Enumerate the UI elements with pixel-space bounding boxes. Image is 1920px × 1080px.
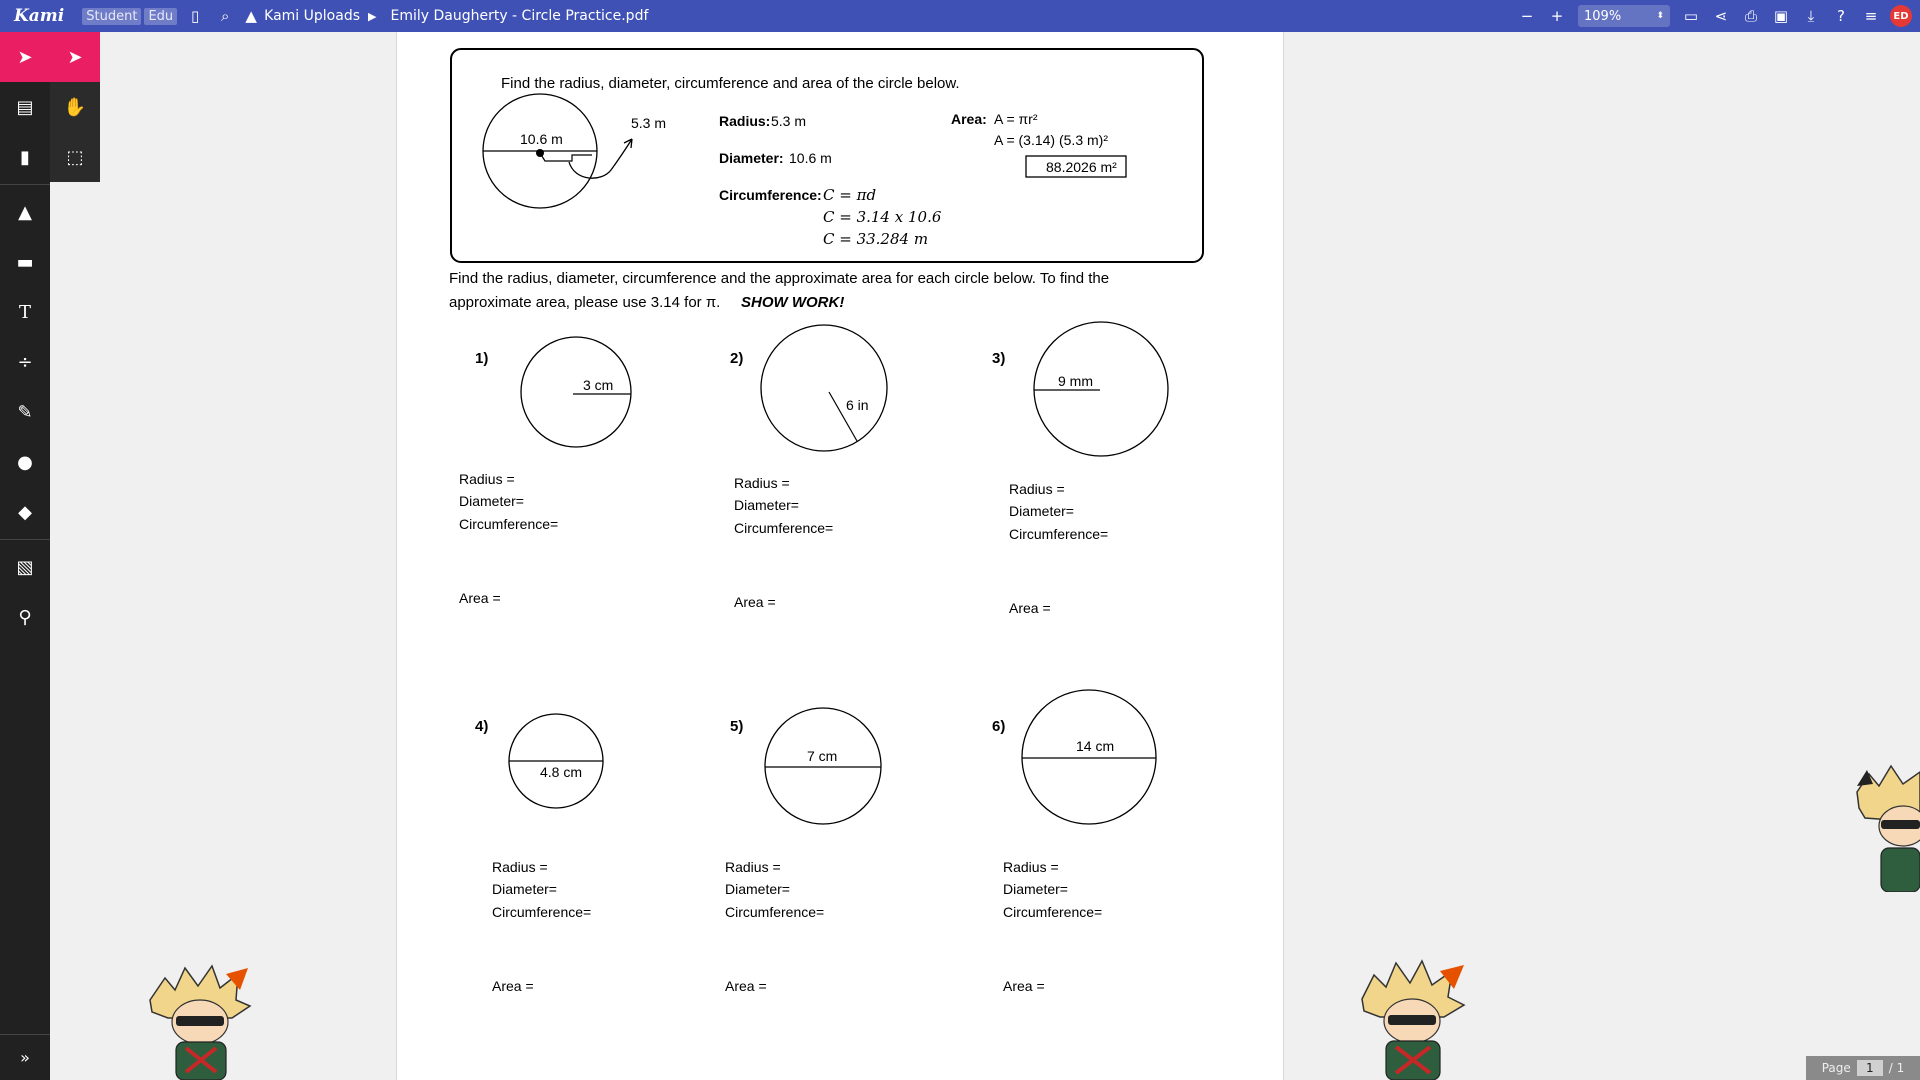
- problem-5-circle: [765, 708, 881, 824]
- problem-number: 5): [730, 718, 744, 735]
- diameter-field: Diameter=: [1009, 503, 1074, 519]
- sidebar-toggle-icon[interactable]: ▯: [191, 7, 200, 25]
- instruction-line-2: approximate area, please use 3.14 for π.: [449, 294, 721, 311]
- example-diameter-key: Diameter:: [719, 150, 784, 166]
- zoom-out-icon[interactable]: −: [1520, 7, 1534, 25]
- search-icon[interactable]: ⌕: [220, 7, 230, 25]
- save-icon[interactable]: ▣: [1773, 7, 1789, 25]
- textbook-tool-icon[interactable]: ▤: [16, 96, 34, 118]
- mascot-sticker-left: [140, 960, 260, 1080]
- document-page: [396, 32, 1284, 1080]
- student-chip: Student: [82, 8, 141, 25]
- diameter-field: Diameter=: [1003, 881, 1068, 897]
- example-circ-line-2: C = 3.14 x 10.6: [823, 208, 942, 226]
- area-field: Area =: [459, 590, 501, 606]
- help-icon[interactable]: ?: [1837, 7, 1845, 25]
- radius-field: Radius =: [459, 471, 515, 487]
- kami-logo[interactable]: Kami: [14, 6, 65, 26]
- page-label: Page: [1821, 1061, 1851, 1075]
- instruction-emphasis: SHOW WORK!: [741, 294, 845, 311]
- select-subtools: [50, 32, 100, 182]
- zoom-value: 109%: [1584, 8, 1622, 24]
- expand-rail-icon[interactable]: »: [0, 1034, 50, 1080]
- problem-3-label: 9 mm: [1058, 373, 1093, 389]
- text-tool-icon[interactable]: T: [18, 301, 31, 323]
- page-indicator: [1806, 1056, 1920, 1080]
- example-instruction: Find the radius, diameter, circumference and area of the circle below.: [501, 75, 960, 92]
- problem-4-label: 4.8 cm: [540, 764, 583, 780]
- pointer-subtool-icon[interactable]: ➤: [50, 32, 100, 82]
- signature-tool-icon[interactable]: ⚲: [18, 606, 32, 628]
- radius-field: Radius =: [734, 475, 790, 491]
- top-toolbar: [0, 0, 1920, 32]
- select-tool-icon[interactable]: ➤: [0, 32, 50, 82]
- edu-chip: Edu: [144, 8, 177, 25]
- problem-number: 6): [992, 718, 1006, 735]
- area-field: Area =: [492, 978, 534, 994]
- radius-field: Radius =: [1009, 481, 1065, 497]
- example-area-line-2: A = (3.14) (5.3 m)²: [994, 132, 1108, 148]
- share-icon[interactable]: ⋖: [1714, 7, 1728, 25]
- print-icon[interactable]: ⎙: [1744, 7, 1757, 25]
- instruction-line-1: Find the radius, diameter, circumference and the approximate area for each circle below. To find the: [449, 270, 1110, 287]
- radius-field: Radius =: [492, 859, 548, 875]
- problem-1-label: 3 cm: [583, 377, 614, 393]
- comment-tool-icon[interactable]: ▬: [16, 251, 34, 273]
- drive-icon[interactable]: ▲: [245, 7, 257, 25]
- eraser-tool-icon[interactable]: ◆: [18, 501, 32, 523]
- page-number-input[interactable]: 1: [1857, 1060, 1883, 1076]
- area-field: Area =: [725, 978, 767, 994]
- area-field: Area =: [734, 594, 776, 610]
- problem-3-circle: [1034, 322, 1168, 456]
- zoom-select[interactable]: [1578, 5, 1670, 27]
- worksheet-canvas: [397, 32, 1285, 1080]
- example-area-line-1: A = πr²: [994, 111, 1038, 127]
- problem-2-label: 6 in: [846, 397, 869, 413]
- radius-field: Radius =: [725, 859, 781, 875]
- problem-number: 3): [992, 350, 1006, 367]
- problem-number: 4): [475, 718, 489, 735]
- mascot-sticker-right: [1352, 955, 1472, 1080]
- example-arrow: [569, 139, 632, 178]
- problem-5-label: 7 cm: [807, 748, 838, 764]
- markup-tool-icon[interactable]: ▲: [18, 201, 32, 223]
- example-circumference-key: Circumference:: [719, 187, 822, 203]
- breadcrumb-kami-uploads[interactable]: Kami Uploads: [264, 8, 360, 24]
- equation-tool-icon[interactable]: ÷: [17, 351, 33, 373]
- drawing-tool-icon[interactable]: ✎: [17, 401, 33, 423]
- diameter-field: Diameter=: [725, 881, 790, 897]
- circumference-field: Circumference=: [492, 904, 592, 920]
- problem-2-circle: [761, 325, 887, 451]
- circumference-field: Circumference=: [725, 904, 825, 920]
- region-select-subtool-icon[interactable]: ⬚: [66, 146, 84, 168]
- circumference-field: Circumference=: [1009, 526, 1109, 542]
- zoom-in-icon[interactable]: +: [1550, 7, 1564, 25]
- tool-rail: [0, 32, 50, 1080]
- example-radius-value: 5.3 m: [771, 113, 807, 129]
- diameter-field: Diameter=: [734, 497, 799, 513]
- example-radius-label: 5.3 m: [631, 115, 667, 131]
- diameter-field: Diameter=: [492, 881, 557, 897]
- example-radius-bracket: [540, 153, 592, 161]
- updown-icon: ⬍: [1656, 11, 1664, 21]
- page-total: / 1: [1888, 1061, 1905, 1075]
- problem-6-circle: [1022, 690, 1156, 824]
- circumference-field: Circumference=: [734, 520, 834, 536]
- example-diameter-value: 10.6 m: [789, 150, 832, 166]
- area-field: Area =: [1003, 978, 1045, 994]
- rail-divider: [0, 539, 50, 540]
- circumference-field: Circumference=: [1003, 904, 1103, 920]
- diameter-field: Diameter=: [459, 493, 524, 509]
- example-diameter-label: 10.6 m: [520, 131, 563, 147]
- problem-6-label: 14 cm: [1076, 738, 1115, 754]
- mascot-sticker-edge: [1855, 762, 1920, 892]
- document-title[interactable]: Emily Daugherty - Circle Practice.pdf: [390, 8, 649, 24]
- download-icon[interactable]: ⤓: [1807, 7, 1815, 25]
- example-area-answer: 88.2026 m²: [1046, 159, 1117, 175]
- radius-field: Radius =: [1003, 859, 1059, 875]
- rail-divider: [0, 184, 50, 185]
- example-circ-line-1: C = πd: [823, 186, 877, 204]
- example-radius-key: Radius:: [719, 113, 771, 129]
- area-field: Area =: [1009, 600, 1051, 616]
- highlight-tool-icon[interactable]: ▮: [20, 146, 30, 168]
- problem-1-circle: [521, 337, 631, 447]
- shapes-tool-icon[interactable]: ●: [17, 451, 33, 473]
- hand-subtool-icon[interactable]: ✋: [63, 96, 87, 118]
- open-folder-icon[interactable]: ▭: [1683, 7, 1699, 25]
- add-image-tool-icon[interactable]: ▧: [16, 556, 34, 578]
- example-area-key: Area:: [951, 111, 987, 127]
- problem-number: 2): [730, 350, 744, 367]
- user-avatar[interactable]: ED: [1890, 5, 1912, 27]
- problem-number: 1): [475, 350, 489, 367]
- chevron-right-icon: ▶: [368, 9, 377, 23]
- circumference-field: Circumference=: [459, 516, 559, 532]
- example-circ-line-3: C = 33.284 m: [823, 230, 929, 248]
- menu-icon[interactable]: ≡: [1864, 7, 1878, 25]
